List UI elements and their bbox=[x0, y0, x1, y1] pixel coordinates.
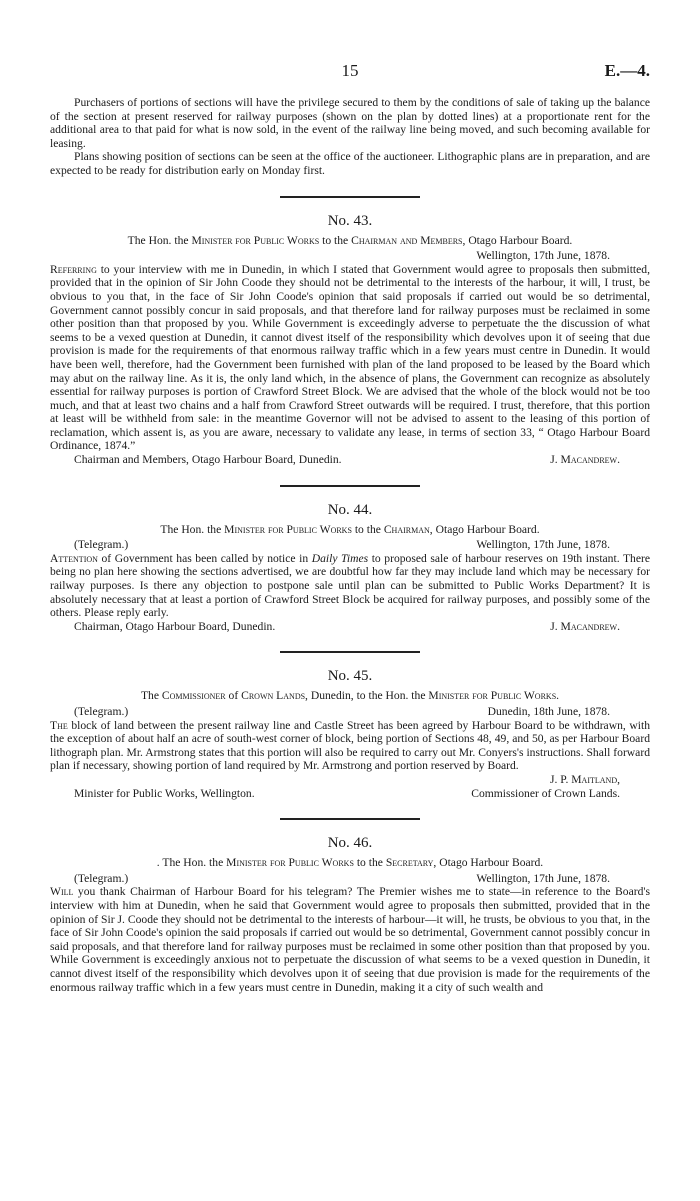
signature: J. Macandrew. bbox=[550, 619, 620, 633]
address-part: . The Hon. the bbox=[156, 856, 224, 870]
closing-row bbox=[50, 787, 650, 801]
body-text: of Government has been called by notice in bbox=[97, 551, 312, 565]
letter-body bbox=[50, 263, 650, 453]
page-number: 15 bbox=[341, 61, 359, 80]
address-minister: Minister for Public Works bbox=[191, 233, 320, 247]
section-address bbox=[50, 856, 650, 870]
address-part: , Otago Harbour Board. bbox=[433, 856, 544, 870]
letter-body bbox=[50, 885, 650, 994]
telegram-label: (Telegram.) bbox=[74, 538, 129, 552]
recipient-line: Chairman, Otago Harbour Board, Dunedin. bbox=[74, 619, 276, 633]
page-content bbox=[50, 96, 650, 994]
section-divider bbox=[280, 651, 420, 653]
telegram-row bbox=[50, 705, 650, 719]
signature-row bbox=[50, 773, 650, 787]
address-part: The bbox=[140, 689, 159, 703]
dateline: Dunedin, 18th June, 1878. bbox=[487, 705, 610, 718]
intro-paragraph-1: Purchasers of portions of sections will have the privilege secured to them by the conditions of sale of taking up the balance of the section at present reserved for railway purposes (shown on the plan by dotted lines) at a proportionate rent for the additional area to that paid for what is now sold, in the event of the railway line being moved, and such becoming available for leasing. bbox=[50, 96, 650, 150]
section-title: No. 44. bbox=[327, 501, 373, 518]
telegram-label: (Telegram.) bbox=[74, 871, 129, 885]
address-part: of bbox=[228, 689, 239, 703]
lead-word: The bbox=[50, 718, 68, 732]
address-part: to the bbox=[356, 856, 383, 870]
section-no-45 bbox=[50, 667, 650, 800]
address-recipient: Secretary bbox=[385, 856, 434, 870]
section-divider bbox=[280, 818, 420, 820]
closing-row bbox=[50, 453, 650, 467]
telegram-row bbox=[50, 538, 650, 552]
address-part: , Dunedin, to the Hon. the bbox=[305, 689, 426, 703]
lead-word: Referring bbox=[50, 262, 97, 276]
recipient-line: Chairman and Members, Otago Harbour Board, Dunedin. bbox=[74, 453, 342, 467]
section-title: No. 46. bbox=[327, 835, 373, 852]
body-text: block of land between the present railway line and Castle Street has been agreed by Harbour Board to be withdrawn, with the exception of about half an acre of south-west corner of block, being portion of Sections 48, 49, and 50, as per Harbour Board lithograph plan. Mr. Armstrong states that this portion will also be required to carry out Mr. Conyers's instructions. Shall forward plan if necessary, showing portion of land required by Mr. Armstrong and portion reserved by Board. bbox=[50, 718, 650, 773]
section-address bbox=[50, 234, 650, 248]
section-title: No. 43. bbox=[327, 212, 373, 229]
address-recipient: Chairman bbox=[383, 522, 430, 536]
newspaper-title: Daily Times bbox=[311, 551, 369, 565]
address-part: to the bbox=[322, 233, 349, 247]
address-part: , Otago Harbour Board. bbox=[429, 522, 540, 536]
address-sender: Commissioner bbox=[161, 689, 226, 703]
section-divider bbox=[280, 485, 420, 487]
address-part: . bbox=[556, 689, 560, 703]
address-minister: Minister for Public Works bbox=[226, 856, 354, 870]
body-text: to proposed sale of harbour reserves on 19th instant. There being no plan here showing the sections advertised, we are doubtful how far they may include land which may be necessary for railway purposes. Is there any objection to postpone sale until plan can be submitted to Public Works Department? It is absolutely necessary that at least a portion of Crawford Street Block be acquired for railway purposes, and possibly some of the others. Please reply early. bbox=[50, 551, 651, 620]
intro-paragraph-2: Plans showing position of sections can be seen at the office of the auctioneer. Lithographic plans are in preparation, and are expected to be ready for distribution early on Monday first. bbox=[50, 150, 650, 177]
signature: J. P. Maitland, bbox=[549, 772, 620, 786]
dateline: Wellington, 17th June, 1878. bbox=[476, 871, 610, 885]
closing-row bbox=[50, 620, 650, 634]
telegram-row bbox=[50, 872, 650, 886]
letter-body bbox=[50, 719, 650, 773]
section-no-46 bbox=[50, 834, 650, 994]
lead-word: Attention bbox=[50, 551, 98, 565]
address-part: The Hon. the bbox=[127, 233, 189, 247]
address-recipient: Chairman and Members bbox=[351, 233, 463, 247]
page-header bbox=[50, 61, 650, 88]
section-address bbox=[50, 689, 650, 703]
address-part: , Otago Harbour Board. bbox=[462, 233, 573, 247]
document-code: E.—4. bbox=[604, 61, 650, 80]
section-divider bbox=[280, 196, 420, 198]
body-text: you thank Chairman of Harbour Board for his telegram? The Premier wishes me to state—in reference to the Board's interview with him at Dunedin, when he said that Government would agree to proposals then submitted, provided that in the opinion of Sir J. Coode they should not be detrimental to the interests of harbour—it will, he trusts, be obvious to you that, in the face of Sir John Coode's opinion the said proposals if carried out would be so detrimental, Government cannot possibly concur in said proposals, and that therefore land for railway purposes must be reclaimed in some other position than that proposed by you. While Government is exceedingly anxious not to perpetuate the discussion of what seems to be a vexed question in Dunedin, it cannot divest itself of the responsibility which devolves upon it of seeing that due provision is made for the requirements of the enormous railway traffic which in a few years must centre in Dunedin, making it a city of such wealth and bbox=[50, 885, 651, 994]
address-minister: Minister for Public Works bbox=[224, 522, 352, 536]
address-sender-dept: Crown Lands bbox=[241, 689, 306, 703]
section-no-44 bbox=[50, 501, 650, 634]
body-text: to your interview with me in Dunedin, in which I stated that Government would agree to proposals then submitted, provided that in the opinion of Sir John Coode they should not be detrimental to the interests of the harbour, it will, I trust, be obvious to you that, in the face of Sir John Coode's opinion that said proposals if carried out would be so detrimental, Government cannot possibly concur in said proposals, and that therefore land for railway purposes must be reclaimed in some other position than that proposed by you. While Government is exceedingly adverse to perpetuate the the discussion of what seems to be a vexed question at Dunedin, it cannot divest itself of the responsibility which devolves upon it of seeing that due provision is made for the requirements of that enormous railway traffic which in a few years must centre in Dunedin. It would have been well, therefore, had the Government been furnished with plan of the land proposed to be leased by the Board which may abut on the railway line. As it is, the only land which, in the absence of plans, the Government can recognize as absolutely essential for railway purposes is portion of Crawford Street Block. We are advised that the whole of the block would not be too much, and that at least two chains and a half from Crawford Street outwards will be required. I trust, therefore, that this portion at least will be withheld from sale: in the meantime Governor will not be advised to assent to the leasing of this portion of reclamation, which assent is, as you are aware, necessary to validate any lease, in terms of section 33, “ Otago Harbour Board Ordinance, 1874.” bbox=[50, 262, 650, 453]
section-address bbox=[50, 523, 650, 537]
section-title: No. 45. bbox=[327, 668, 373, 685]
signature-title: Commissioner of Crown Lands. bbox=[471, 786, 620, 800]
letter-body bbox=[50, 552, 650, 620]
recipient-line: Minister for Public Works, Wellington. bbox=[74, 786, 255, 800]
address-part: to the bbox=[354, 522, 381, 536]
dateline: Wellington, 17th June, 1878. bbox=[476, 249, 610, 263]
address-minister: Minister for Public Works bbox=[428, 689, 557, 703]
dateline: Wellington, 17th June, 1878. bbox=[476, 538, 610, 552]
section-no-43 bbox=[50, 212, 650, 467]
lead-word: Will bbox=[50, 885, 74, 899]
telegram-label: (Telegram.) bbox=[74, 705, 129, 718]
address-part: The Hon. the bbox=[160, 522, 222, 536]
signature: J. Macandrew. bbox=[550, 453, 620, 467]
